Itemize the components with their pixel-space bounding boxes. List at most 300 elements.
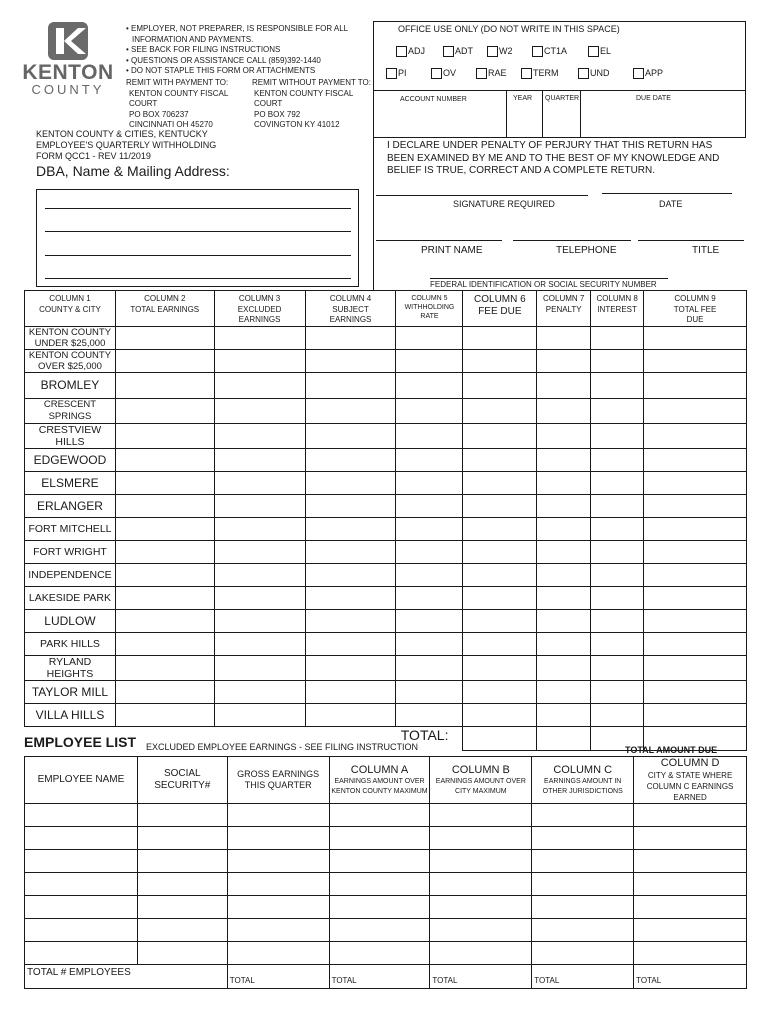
penalty-input[interactable] (537, 703, 591, 726)
interest-input[interactable] (591, 655, 644, 680)
column-a-input[interactable] (329, 804, 430, 827)
city-cell: EDGEWOOD (25, 448, 116, 471)
city-cell (25, 349, 116, 372)
fee-due-input[interactable] (463, 609, 537, 632)
column-b-input[interactable] (430, 827, 532, 850)
code-label: CT1A (544, 46, 568, 56)
subject-earnings-input[interactable] (305, 423, 396, 448)
address-line[interactable] (45, 278, 351, 279)
ssn-input[interactable] (137, 850, 227, 873)
withholding-rate-input[interactable] (396, 398, 463, 423)
ssn-input[interactable] (137, 919, 227, 942)
interest-input[interactable] (591, 563, 644, 586)
excluded-earnings-input[interactable] (214, 632, 305, 655)
excluded-earnings-input[interactable] (214, 349, 305, 372)
interest-input[interactable] (591, 471, 644, 494)
subject-earnings-input[interactable] (305, 540, 396, 563)
table-row (25, 609, 747, 632)
penalty-input[interactable] (537, 655, 591, 680)
subject-earnings-input[interactable] (305, 563, 396, 586)
interest-input[interactable] (591, 372, 644, 398)
excluded-earnings-input[interactable] (214, 494, 305, 517)
withholding-rate-input[interactable] (396, 540, 463, 563)
fee-due-input[interactable] (463, 680, 537, 703)
column-a-input[interactable] (329, 919, 430, 942)
employee-name-input[interactable] (25, 804, 138, 827)
excluded-earnings-input[interactable] (214, 655, 305, 680)
penalty-input[interactable] (537, 494, 591, 517)
interest-input[interactable] (591, 494, 644, 517)
remit-without-line: COVINGTON KY 41012 (254, 120, 340, 129)
column-d-input[interactable] (634, 896, 747, 919)
remit-with-line: KENTON COUNTY FISCAL COURT (129, 88, 228, 108)
gross-earnings-input[interactable] (227, 850, 329, 873)
excluded-earnings-input[interactable] (214, 471, 305, 494)
column-sub: SUBJECT EARNINGS (329, 304, 372, 324)
table-row (25, 494, 747, 517)
declaration-text: I DECLARE UNDER PENALTY OF PERJURY THAT THIS RETURN HAS BEEN EXAMINED BY ME AND TO THE BEST OF MY KNOWLEDGE AND BELIEF IS TRUE, CORRECT AND A COMPLETE RETURN. (387, 140, 720, 176)
header-line: OTHER JURISDICTIONS (542, 787, 623, 795)
withholding-rate-input[interactable] (396, 423, 463, 448)
ssn-input[interactable] (137, 827, 227, 850)
table-row (25, 398, 747, 423)
excluded-earnings-input[interactable] (214, 517, 305, 540)
interest-input[interactable] (591, 517, 644, 540)
penalty-input[interactable] (537, 586, 591, 609)
subject-earnings-input[interactable] (305, 655, 396, 680)
employee-header-row (25, 757, 747, 804)
penalty-input[interactable] (537, 563, 591, 586)
column-b-input[interactable] (430, 873, 532, 896)
table-row (25, 586, 747, 609)
column-d-input[interactable] (634, 942, 747, 965)
code-label: OV (443, 68, 457, 78)
withholding-rate-input[interactable] (396, 326, 463, 349)
interest-input[interactable] (591, 586, 644, 609)
column-head: COLUMN 8 (596, 294, 638, 303)
federal-id-label: FEDERAL IDENTIFICATION OR SOCIAL SECURITY NUMBER (430, 280, 657, 289)
fee-due-input[interactable] (463, 494, 537, 517)
total-earnings-input[interactable] (115, 448, 214, 471)
total-earnings-input[interactable] (115, 655, 214, 680)
interest-input[interactable] (591, 680, 644, 703)
code-checkbox-el[interactable] (588, 46, 599, 57)
fee-due-input[interactable] (463, 586, 537, 609)
penalty-input[interactable] (537, 372, 591, 398)
code-checkbox-term[interactable] (521, 68, 532, 79)
penalty-input[interactable] (537, 540, 591, 563)
withholding-rate-input[interactable] (396, 632, 463, 655)
fee-due-input[interactable] (463, 372, 537, 398)
table-row (25, 448, 747, 471)
withholding-rate-input[interactable] (396, 471, 463, 494)
column-d-input[interactable] (634, 919, 747, 942)
city-cell: BROMLEY (25, 372, 116, 398)
penalty-input[interactable] (537, 326, 591, 349)
date-line[interactable] (602, 193, 732, 194)
fee-due-input[interactable] (463, 517, 537, 540)
excluded-earnings-input[interactable] (214, 563, 305, 586)
column-a-input[interactable] (329, 850, 430, 873)
form-info-line: KENTON COUNTY & CITIES, KENTUCKY (36, 129, 208, 139)
excluded-earnings-input[interactable] (214, 448, 305, 471)
column-d-header (634, 757, 747, 804)
address-box[interactable] (36, 189, 359, 287)
excluded-earnings-input[interactable] (214, 703, 305, 726)
city-cell: CRESTVIEW HILLS (25, 423, 116, 448)
signature-line[interactable] (376, 195, 588, 196)
total-earnings-input[interactable] (115, 680, 214, 703)
city-cell: VILLA HILLS (25, 703, 116, 726)
excluded-earnings-input[interactable] (214, 398, 305, 423)
withholding-rate-input[interactable] (396, 349, 463, 372)
address-line[interactable] (45, 255, 351, 256)
subject-earnings-input[interactable] (305, 680, 396, 703)
column-b-total-input[interactable] (430, 965, 532, 989)
interest-input[interactable] (591, 349, 644, 372)
ssn-input[interactable] (137, 896, 227, 919)
column-d-input[interactable] (634, 873, 747, 896)
city-cell: LAKESIDE PARK (25, 586, 116, 609)
code-label: UND (590, 68, 610, 78)
column-c-input[interactable] (532, 942, 634, 965)
column-d-input[interactable] (634, 827, 747, 850)
table-row (25, 680, 747, 703)
employee-row (25, 827, 747, 850)
tax-calculation-table (24, 290, 747, 751)
total-earnings-input[interactable] (115, 703, 214, 726)
subject-earnings-input[interactable] (305, 586, 396, 609)
federal-id-line[interactable] (430, 278, 668, 279)
fee-due-input[interactable] (463, 423, 537, 448)
interest-input[interactable] (591, 398, 644, 423)
column-a-input[interactable] (329, 942, 430, 965)
fee-due-input[interactable] (463, 563, 537, 586)
total-fee-due-input[interactable] (644, 680, 747, 703)
employee-row (25, 919, 747, 942)
total-earnings-input[interactable] (115, 398, 214, 423)
column-6-header (463, 291, 537, 327)
print-name-label: PRINT NAME (421, 245, 483, 256)
subject-earnings-input[interactable] (305, 372, 396, 398)
employee-totals-row (25, 965, 747, 989)
column-head: COLUMN 3 (238, 294, 281, 303)
note-line: • DO NOT STAPLE THIS FORM OR ATTACHMENTS (126, 66, 316, 75)
code-checkbox-pi[interactable] (386, 68, 397, 79)
total-earnings-input[interactable] (115, 372, 214, 398)
instruction-notes (126, 24, 366, 77)
gross-earnings-input[interactable] (227, 873, 329, 896)
total-label: TOTAL (432, 976, 458, 985)
ssn-input[interactable] (137, 942, 227, 965)
code-checkbox-app[interactable] (633, 68, 644, 79)
total-fee-due-input[interactable] (644, 326, 747, 349)
total-earnings-input[interactable] (115, 632, 214, 655)
total-earnings-input[interactable] (115, 326, 214, 349)
city-cell: CRESCENT SPRINGS (25, 398, 116, 423)
column-d-input[interactable] (634, 804, 747, 827)
withholding-rate-input[interactable] (396, 609, 463, 632)
fee-due-input[interactable] (463, 540, 537, 563)
code-checkbox-adj[interactable] (396, 46, 407, 57)
column-c-input[interactable] (532, 804, 634, 827)
ssn-input[interactable] (137, 873, 227, 896)
interest-input[interactable] (591, 703, 644, 726)
column-b-input[interactable] (430, 850, 532, 873)
total-earnings-input[interactable] (115, 494, 214, 517)
subject-earnings-input[interactable] (305, 703, 396, 726)
column-b-input[interactable] (430, 942, 532, 965)
total-fee-due-input[interactable] (644, 609, 747, 632)
note-line: • QUESTIONS OR ASSISTANCE CALL (859)392-1440 (126, 55, 321, 65)
code-checkbox-rae[interactable] (476, 68, 487, 79)
due-date-label: DUE DATE (636, 95, 671, 102)
employee-name-input[interactable] (25, 942, 138, 965)
table-row (25, 655, 747, 680)
column-b-input[interactable] (430, 804, 532, 827)
employee-row (25, 850, 747, 873)
withholding-rate-input[interactable] (396, 586, 463, 609)
column-c-input[interactable] (532, 873, 634, 896)
withholding-rate-input[interactable] (396, 655, 463, 680)
column-head: COLUMN 9 (674, 294, 716, 303)
column-c-input[interactable] (532, 850, 634, 873)
excluded-earnings-input[interactable] (214, 680, 305, 703)
penalty-input[interactable] (537, 680, 591, 703)
address-line[interactable] (45, 231, 351, 232)
excluded-earnings-input[interactable] (214, 423, 305, 448)
fee-due-input[interactable] (463, 448, 537, 471)
note-line: • SEE BACK FOR FILING INSTRUCTIONS (126, 45, 281, 54)
note-line: • EMPLOYER, NOT PREPARER, IS RESPONSIBLE FOR ALL (126, 24, 349, 33)
employee-name-header: EMPLOYEE NAME (25, 757, 138, 804)
column-d-input[interactable] (634, 850, 747, 873)
penalty-input[interactable] (537, 471, 591, 494)
column-a-total-input[interactable] (329, 965, 430, 989)
penalty-input[interactable] (537, 398, 591, 423)
total-fee-due-input[interactable] (463, 726, 537, 750)
gross-earnings-input[interactable] (227, 919, 329, 942)
office-divider (506, 90, 507, 138)
total-earnings-input[interactable] (115, 540, 214, 563)
column-sub: FEE DUE (478, 306, 522, 317)
total-fee-due-input[interactable] (644, 517, 747, 540)
employee-name-input[interactable] (25, 896, 138, 919)
fee-due-input[interactable] (463, 398, 537, 423)
column-a-input[interactable] (329, 873, 430, 896)
interest-input[interactable] (591, 632, 644, 655)
column-head: COLUMN 7 (543, 294, 585, 303)
penalty-input[interactable] (537, 632, 591, 655)
withholding-rate-input[interactable] (396, 703, 463, 726)
code-checkbox-ov[interactable] (431, 68, 442, 79)
total-fee-due-input[interactable] (644, 703, 747, 726)
column-head: COLUMN 2 (144, 294, 186, 303)
city-cell: FORT MITCHELL (25, 517, 116, 540)
excluded-earnings-input[interactable] (214, 326, 305, 349)
total-earnings-input[interactable] (115, 349, 214, 372)
table-row (25, 326, 747, 349)
subject-earnings-input[interactable] (305, 349, 396, 372)
excluded-earnings-input[interactable] (214, 372, 305, 398)
code-checkbox-w2[interactable] (487, 46, 498, 57)
print-name-line[interactable] (376, 240, 502, 241)
declaration-box-left-edge (373, 138, 374, 290)
interest-input[interactable] (591, 423, 644, 448)
excluded-earnings-input[interactable] (214, 586, 305, 609)
employee-row (25, 942, 747, 965)
interest-input[interactable] (591, 540, 644, 563)
subject-earnings-input[interactable] (305, 471, 396, 494)
employee-name-input[interactable] (25, 873, 138, 896)
table-row (25, 517, 747, 540)
gross-earnings-input[interactable] (227, 827, 329, 850)
subject-earnings-input[interactable] (305, 398, 396, 423)
column-b-input[interactable] (430, 919, 532, 942)
note-line: INFORMATION AND PAYMENTS. (132, 34, 254, 44)
penalty-input[interactable] (537, 609, 591, 632)
total-earnings-input[interactable] (115, 609, 214, 632)
logo-name-county: COUNTY (31, 82, 105, 97)
subject-earnings-input[interactable] (305, 448, 396, 471)
total-earnings-input[interactable] (115, 586, 214, 609)
column-c-total-input[interactable] (532, 965, 634, 989)
subject-earnings-input[interactable] (305, 632, 396, 655)
penalty-input[interactable] (537, 349, 591, 372)
withholding-rate-input[interactable] (396, 448, 463, 471)
total-fee-due-input[interactable] (644, 423, 747, 448)
interest-input[interactable] (591, 609, 644, 632)
table-row (25, 632, 747, 655)
city-cell: ELSMERE (25, 471, 116, 494)
column-c-input[interactable] (532, 896, 634, 919)
total-earnings-input[interactable] (115, 423, 214, 448)
interest-input[interactable] (591, 326, 644, 349)
fee-due-input[interactable] (463, 471, 537, 494)
city-cell: PARK HILLS (25, 632, 116, 655)
interest-input[interactable] (591, 448, 644, 471)
employee-row (25, 873, 747, 896)
header-line: THIS QUARTER (244, 780, 312, 790)
office-use-box (373, 21, 746, 138)
total-earnings-input[interactable] (115, 517, 214, 540)
header-line: CITY MAXIMUM (455, 787, 507, 795)
header-line: EARNED (673, 793, 707, 802)
total-earnings-input[interactable] (115, 563, 214, 586)
city-line: OVER $25,000 (38, 360, 102, 372)
dba-label: DBA, Name & Mailing Address: (36, 163, 230, 179)
code-label: ADJ (408, 46, 426, 56)
subject-earnings-input[interactable] (305, 517, 396, 540)
gross-earnings-input[interactable] (227, 942, 329, 965)
employee-name-input[interactable] (25, 850, 138, 873)
total-fee-due-input[interactable] (644, 494, 747, 517)
code-label: EL (600, 46, 612, 56)
office-use-title: OFFICE USE ONLY (DO NOT WRITE IN THIS SPACE) (398, 24, 620, 34)
subject-earnings-input[interactable] (305, 494, 396, 517)
table-row (25, 703, 747, 726)
table-row (25, 563, 747, 586)
remit-with-line: CINCINNATI OH 45270 (129, 120, 213, 129)
fee-due-input[interactable] (463, 632, 537, 655)
total-fee-due-input[interactable] (644, 655, 747, 680)
total-fee-due-input[interactable] (644, 398, 747, 423)
code-label: TERM (533, 68, 559, 78)
fee-due-input[interactable] (463, 349, 537, 372)
excluded-earnings-input[interactable] (214, 609, 305, 632)
fee-due-input[interactable] (463, 703, 537, 726)
total-fee-due-input[interactable] (644, 540, 747, 563)
column-d-total-input[interactable] (634, 965, 747, 989)
penalty-input[interactable] (537, 517, 591, 540)
gross-earnings-input[interactable] (227, 804, 329, 827)
total-fee-due-input[interactable] (644, 372, 747, 398)
total-penalty-input[interactable] (537, 726, 591, 750)
telephone-line[interactable] (513, 240, 631, 241)
total-fee-due-input[interactable] (644, 586, 747, 609)
code-checkbox-adt[interactable] (443, 46, 454, 57)
withholding-rate-input[interactable] (396, 517, 463, 540)
gross-earnings-input[interactable] (227, 896, 329, 919)
column-b-header (430, 757, 532, 804)
column-a-input[interactable] (329, 896, 430, 919)
fee-due-input[interactable] (463, 326, 537, 349)
total-label: TOTAL (534, 976, 560, 985)
header-line: COLUMN C (553, 763, 613, 776)
header-line: COLUMN C EARNINGS (646, 782, 734, 791)
withholding-rate-input[interactable] (396, 494, 463, 517)
code-checkbox-ct1a[interactable] (532, 46, 543, 57)
address-line[interactable] (45, 208, 351, 209)
subject-earnings-input[interactable] (305, 609, 396, 632)
total-employees-input[interactable] (25, 965, 228, 989)
column-a-input[interactable] (329, 827, 430, 850)
penalty-input[interactable] (537, 423, 591, 448)
employee-name-input[interactable] (25, 919, 138, 942)
total-fee-due-input[interactable] (644, 448, 747, 471)
title-line[interactable] (638, 240, 744, 241)
column-c-input[interactable] (532, 919, 634, 942)
column-b-input[interactable] (430, 896, 532, 919)
withholding-rate-input[interactable] (396, 563, 463, 586)
column-c-input[interactable] (532, 827, 634, 850)
total-fee-due-input[interactable] (644, 563, 747, 586)
account-number-label: ACCOUNT NUMBER (400, 96, 467, 103)
fee-due-input[interactable] (463, 655, 537, 680)
total-earnings-input[interactable] (115, 471, 214, 494)
total-fee-due-input[interactable] (644, 349, 747, 372)
penalty-input[interactable] (537, 448, 591, 471)
withholding-rate-input[interactable] (396, 680, 463, 703)
column-c-header (532, 757, 634, 804)
ssn-input[interactable] (137, 804, 227, 827)
employee-name-input[interactable] (25, 827, 138, 850)
withholding-rate-input[interactable] (396, 372, 463, 398)
total-fee-due-input[interactable] (644, 471, 747, 494)
quarter-label: QUARTER (545, 95, 580, 102)
gross-total-input[interactable] (227, 965, 329, 989)
table-row (25, 423, 747, 448)
excluded-earnings-input[interactable] (214, 540, 305, 563)
subject-earnings-input[interactable] (305, 326, 396, 349)
code-checkbox-und[interactable] (578, 68, 589, 79)
remit-without-line: PO BOX 792 (254, 109, 301, 119)
total-fee-due-input[interactable] (644, 632, 747, 655)
ssn-header: SOCIAL SECURITY# (137, 757, 227, 804)
city-line: KENTON COUNTY (28, 326, 112, 338)
remit-with-label: REMIT WITH PAYMENT TO: (126, 78, 229, 87)
city-cell (25, 326, 116, 349)
